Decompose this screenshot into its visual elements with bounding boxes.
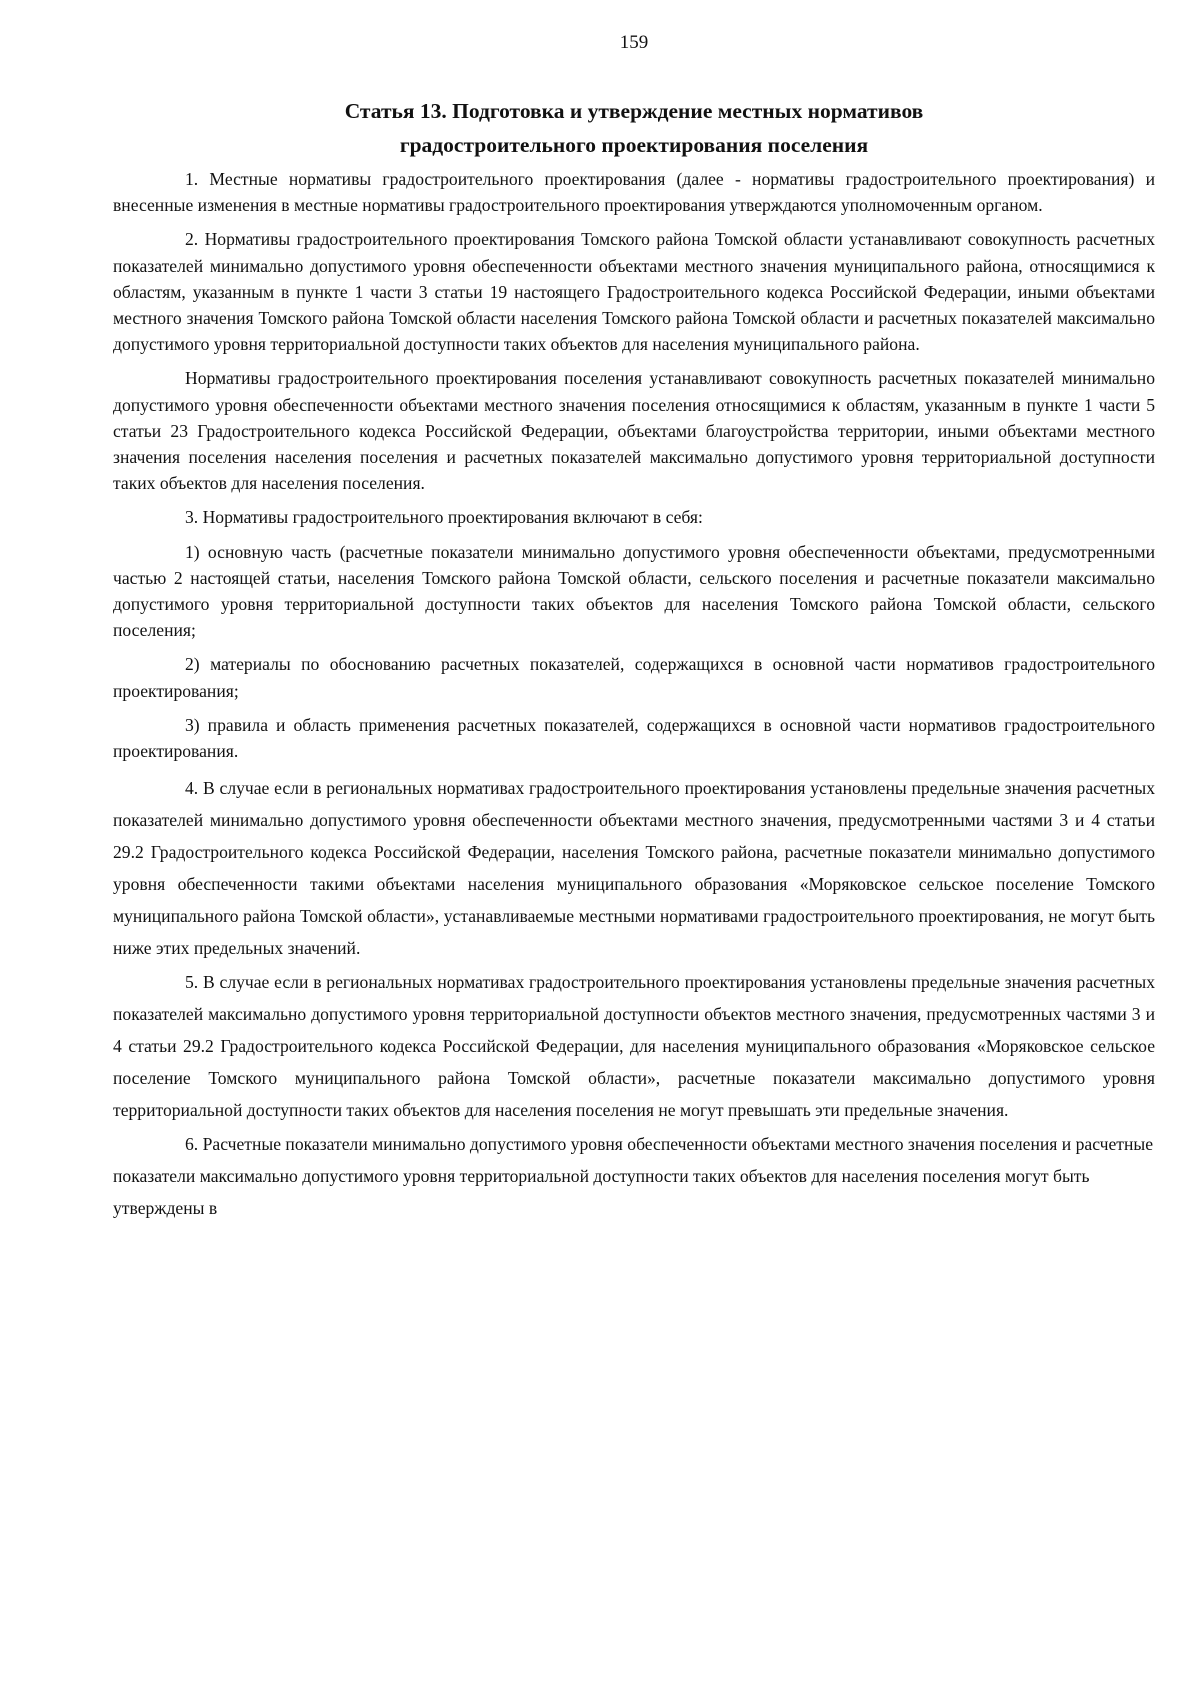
paragraph-2: 2. Нормативы градостроительного проектирования Томского района Томской области устанавливают совокупность расчетных показателей минимально допустимого уровня обеспеченности объектами местного значения муниципального района, относящимися к областям, указанным в пункте 1 части 3 статьи 19 настоящего Градостроительного кодекса Российской Федерации, иными объектами местного значения Томского района Томской области населения Томского района Томской области и расчетных показателей максимально допустимого уровня территориальной доступности таких объектов для населения муниципального района. — [113, 229, 1155, 355]
paragraph-3-item-1: 1) основную часть (расчетные показатели минимально допустимого уровня обеспеченности объектами, предусмотренными частью 2 настоящей статьи, населения Томского района Томской области, сельского поселения и расчетные показатели максимально допустимого уровня территориальной доступности таких объектов для населения Томского района Томской области, сельского поселения; — [113, 541, 1155, 641]
page-number: 159 — [619, 32, 649, 53]
article-title-line-1: Статья 13. Подготовка и утверждение местных нормативов — [344, 99, 924, 123]
paragraph-3-item-3: 3) правила и область применения расчетных показателей, содержащихся в основной части нормативов градостроительного проектирования. — [113, 714, 1155, 762]
article-title — [113, 94, 1155, 162]
document-page — [113, 28, 1155, 1226]
paragraph-3: 3. Нормативы градостроительного проектирования включают в себя: — [185, 507, 703, 528]
paragraph-4: 4. В случае если в региональных нормативах градостроительного проектирования установлены предельные значения расчетных показателей минимально допустимого уровня обеспеченности объектами местного значения, предусмотренными частями 3 и 4 статьи 29.2 Градостроительного кодекса Российской Федерации, населения Томского района, расчетные показатели минимально допустимого уровня обеспеченности такими объектами населения муниципального образования «Моряковское сельское поселение Томского муниципального района Томской области», устанавливаемые местными нормативами градостроительного проектирования, не могут быть ниже этих предельных значений. — [113, 778, 1155, 959]
paragraph-6: 6. Расчетные показатели минимально допустимого уровня обеспеченности объектами местного значения поселения и расчетные показатели максимально допустимого уровня территориальной доступности таких объектов для населения поселения могут быть утверждены в — [113, 1134, 1154, 1219]
paragraph-3-item-2: 2) материалы по обоснованию расчетных показателей, содержащихся в основной части нормативов градостроительного проектирования; — [113, 654, 1155, 701]
paragraph-2-continued: Нормативы градостроительного проектирования поселения устанавливают совокупность расчетных показателей минимально допустимого уровня обеспеченности объектами местного значения поселения относящимися к областям, указанным в пункте 1 части 5 статьи 23 Градостроительного кодекса Российской Федерации, объектами благоустройства территории, иными объектами местного значения поселения населения поселения и расчетных показателей максимально допустимого уровня территориальной доступности таких объектов для населения поселения. — [113, 368, 1155, 494]
article-title-line-2: градостроительного проектирования поселения — [399, 133, 869, 157]
paragraph-5: 5. В случае если в региональных нормативах градостроительного проектирования установлены предельные значения расчетных показателей максимально допустимого уровня территориальной доступности объектов местного значения, предусмотренных частями 3 и 4 статьи 29.2 Градостроительного кодекса Российской Федерации, для населения муниципального образования «Моряковское сельское поселение Томского муниципального района Томской области», расчетные показатели максимально допустимого уровня территориальной доступности таких объектов для населения поселения не могут превышать эти предельные значения. — [113, 972, 1155, 1121]
paragraph-1: 1. Местные нормативы градостроительного проектирования (далее - нормативы градостроительного проектирования) и внесенные изменения в местные нормативы градостроительного проектирования утверждаются уполномоченным органом. — [113, 169, 1155, 216]
